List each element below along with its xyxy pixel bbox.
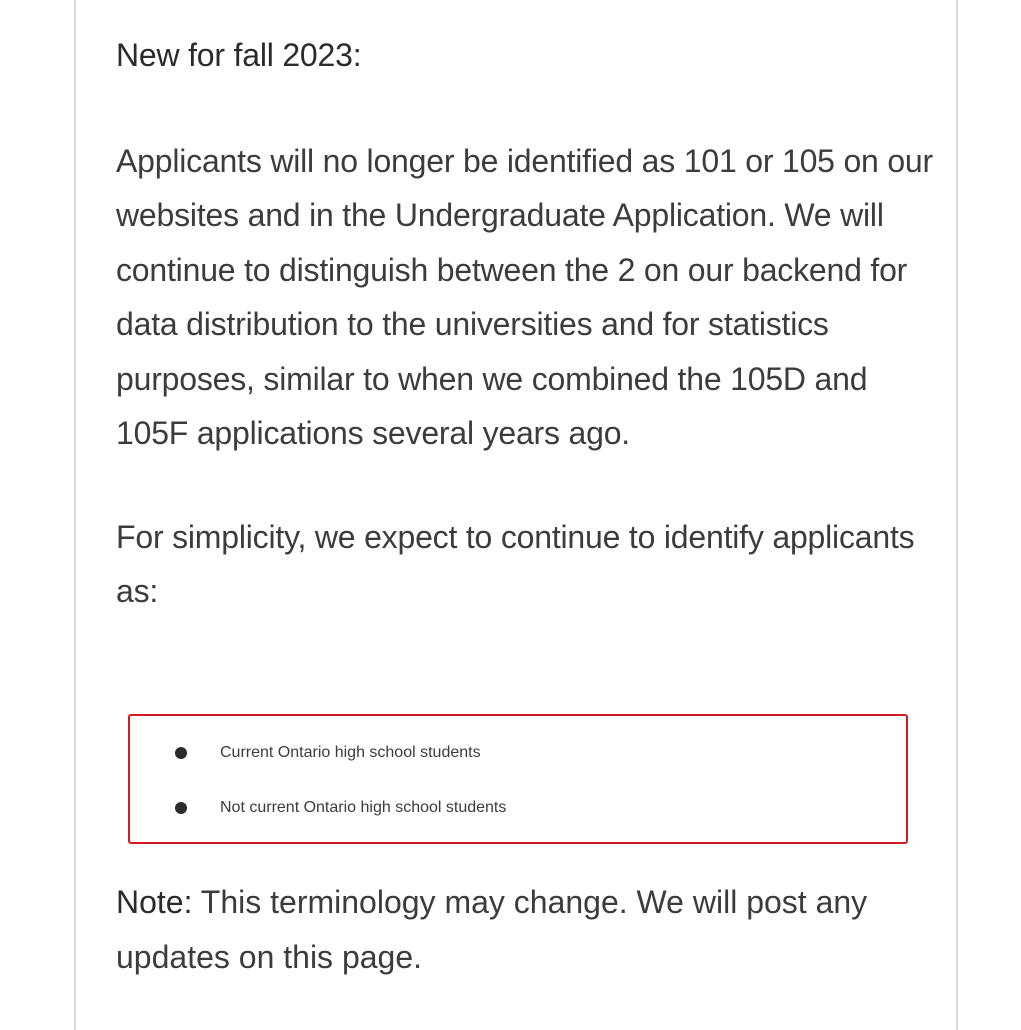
list-item bbox=[170, 781, 506, 836]
section-heading: New for fall 2023: bbox=[116, 37, 362, 73]
note-paragraph bbox=[116, 875, 946, 984]
article-body bbox=[116, 0, 946, 619]
list-item-label: Not current Ontario high school students bbox=[220, 798, 507, 816]
bullet-icon bbox=[175, 802, 187, 814]
note-text: This terminology may change. We will post any updates on this page. bbox=[116, 884, 868, 975]
bullet-icon bbox=[175, 747, 187, 759]
highlighted-applicant-categories bbox=[128, 714, 908, 844]
applicant-category-list bbox=[170, 726, 506, 835]
list-item-label: Current Ontario high school students bbox=[220, 744, 481, 761]
content-card bbox=[74, 0, 958, 1030]
intro-paragraph: Applicants will no longer be identified as 101 or 105 on our websites and in the Undergraduate Application. We will continue to distinguish between the 2 on our backend for data distribution to the universities and for statistics purposes, similar to when we combined the 105D and 105F applications several years ago. bbox=[116, 142, 933, 451]
simplicity-paragraph: For simplicity, we expect to continue to identify applicants as: bbox=[116, 518, 915, 609]
note-label: Note: bbox=[116, 884, 193, 920]
list-item bbox=[170, 726, 506, 781]
